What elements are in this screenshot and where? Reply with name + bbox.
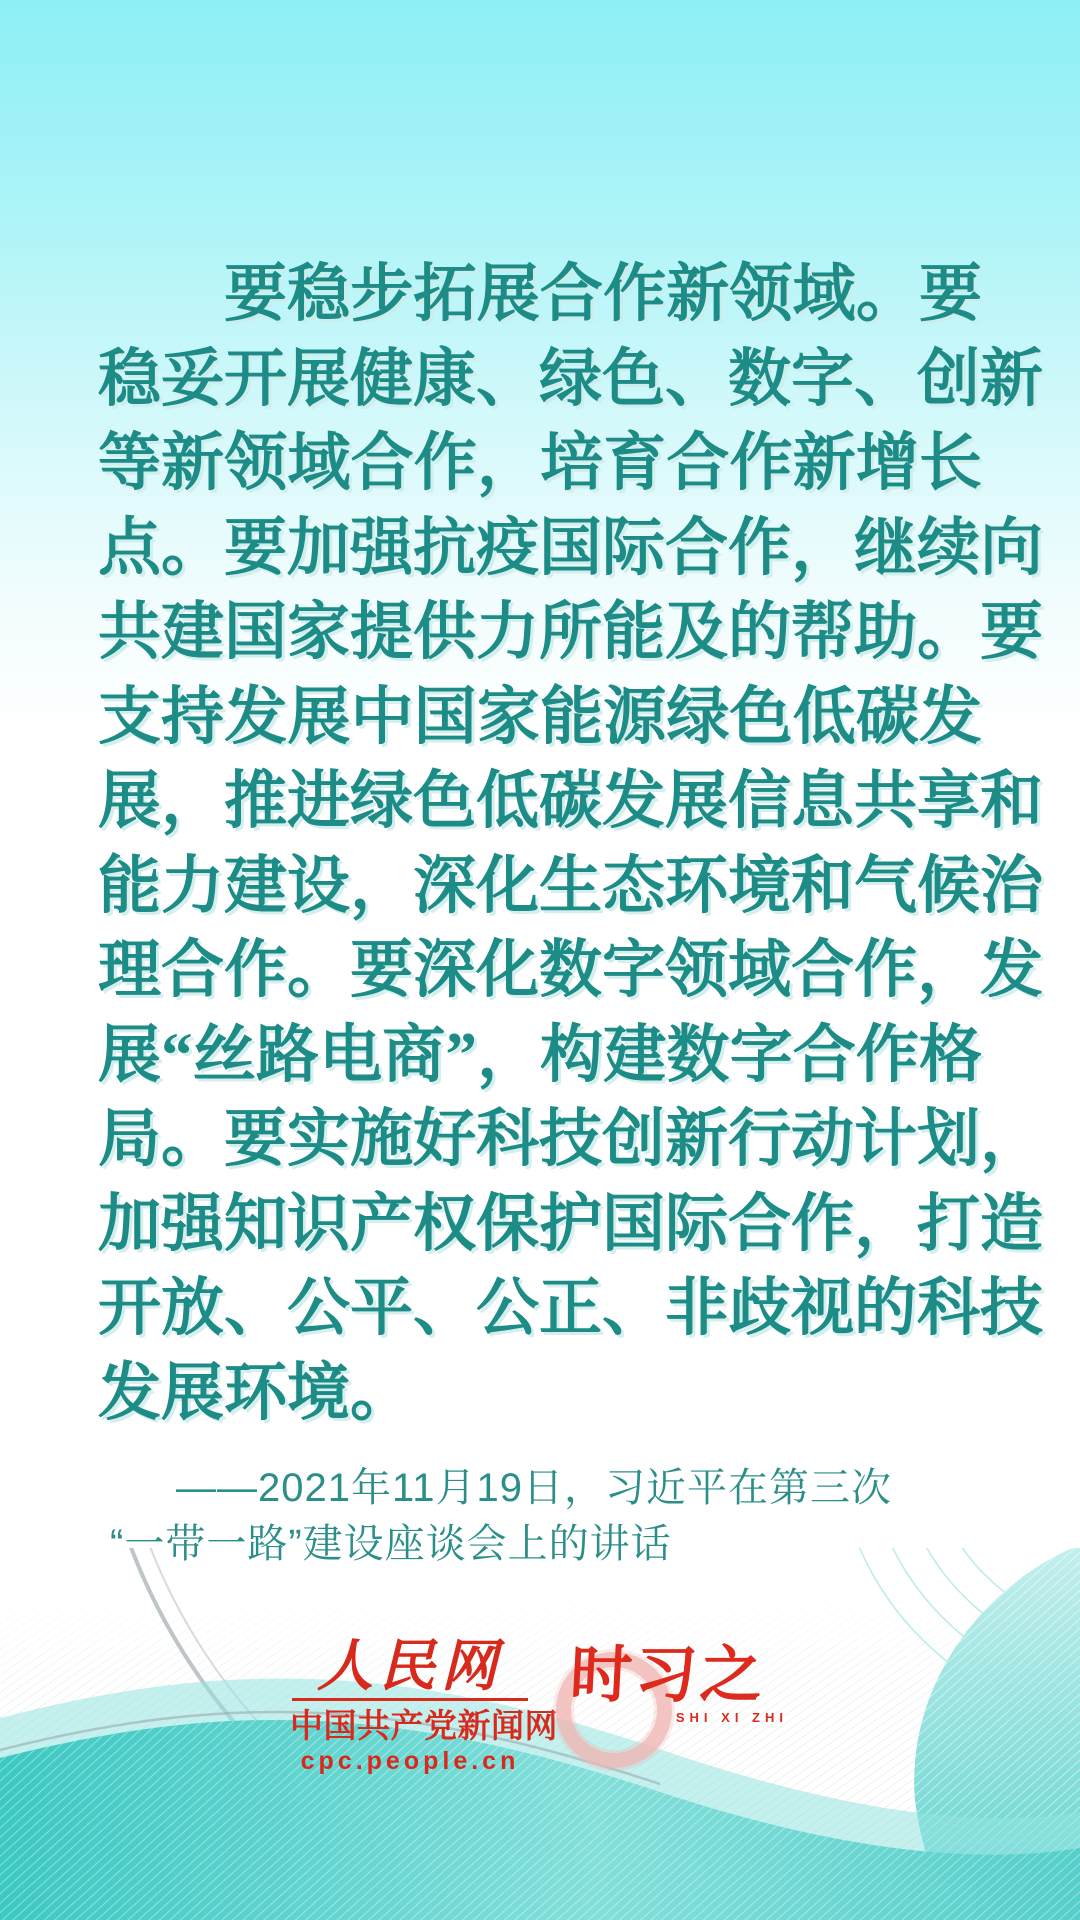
logo-divider <box>292 1698 528 1701</box>
cpc-domain: cpc.people.cn <box>300 1747 520 1775</box>
attribution-line-2: “一带一路”建设座谈会上的讲话 <box>110 1522 672 1566</box>
quote-line: 稳妥开展健康、绿色、数字、创新 <box>98 343 1043 414</box>
people-daily-logo <box>290 1636 558 1776</box>
attribution-line-1: ——2021年11月19日，习近平在第三次 <box>176 1466 892 1510</box>
quote-line: 支持发展中国家能源绿色低碳发 <box>98 681 982 752</box>
quote-line: 开放、公平、公正、非歧视的科技 <box>98 1273 1043 1343</box>
quote-line: 理合作。要深化数字领域合作，发 <box>98 935 1043 1005</box>
quote-line: 加强知识产权保护国际合作，打造 <box>98 1188 1043 1259</box>
footer-logos <box>0 1638 1080 1776</box>
quote-line: 要稳步拓展合作新领域。要 <box>224 259 982 329</box>
quote-text <box>98 252 1043 1435</box>
shixizhi-romanization: SHI XI ZHI <box>675 1710 788 1725</box>
quote-line: 共建国家提供力所能及的帮助。要 <box>98 597 1043 667</box>
quote-line: 展，推进绿色低碳发展信息共享和 <box>98 766 1043 836</box>
quote-line: 展“丝路电商”，构建数字合作格 <box>98 1019 982 1090</box>
cpc-news-site-name: 中国共产党新闻网 <box>290 1707 558 1744</box>
quote-line: 点。要加强抗疫国际合作，继续向 <box>98 512 1043 583</box>
attribution <box>104 1462 990 1570</box>
quote-line: 等新领域合作，培育合作新增长 <box>98 428 982 498</box>
quote-line: 发展环境。 <box>98 1357 413 1428</box>
quote-line: 局。要实施好科技创新行动计划， <box>98 1104 1043 1174</box>
shixizhi-wordmark: 时习之 <box>568 1641 767 1710</box>
people-daily-calligraphy: 人民网 <box>317 1636 503 1698</box>
shixizhi-logo <box>568 1641 790 1725</box>
quote-line: 能力建设，深化生态环境和气候治 <box>98 850 1043 921</box>
